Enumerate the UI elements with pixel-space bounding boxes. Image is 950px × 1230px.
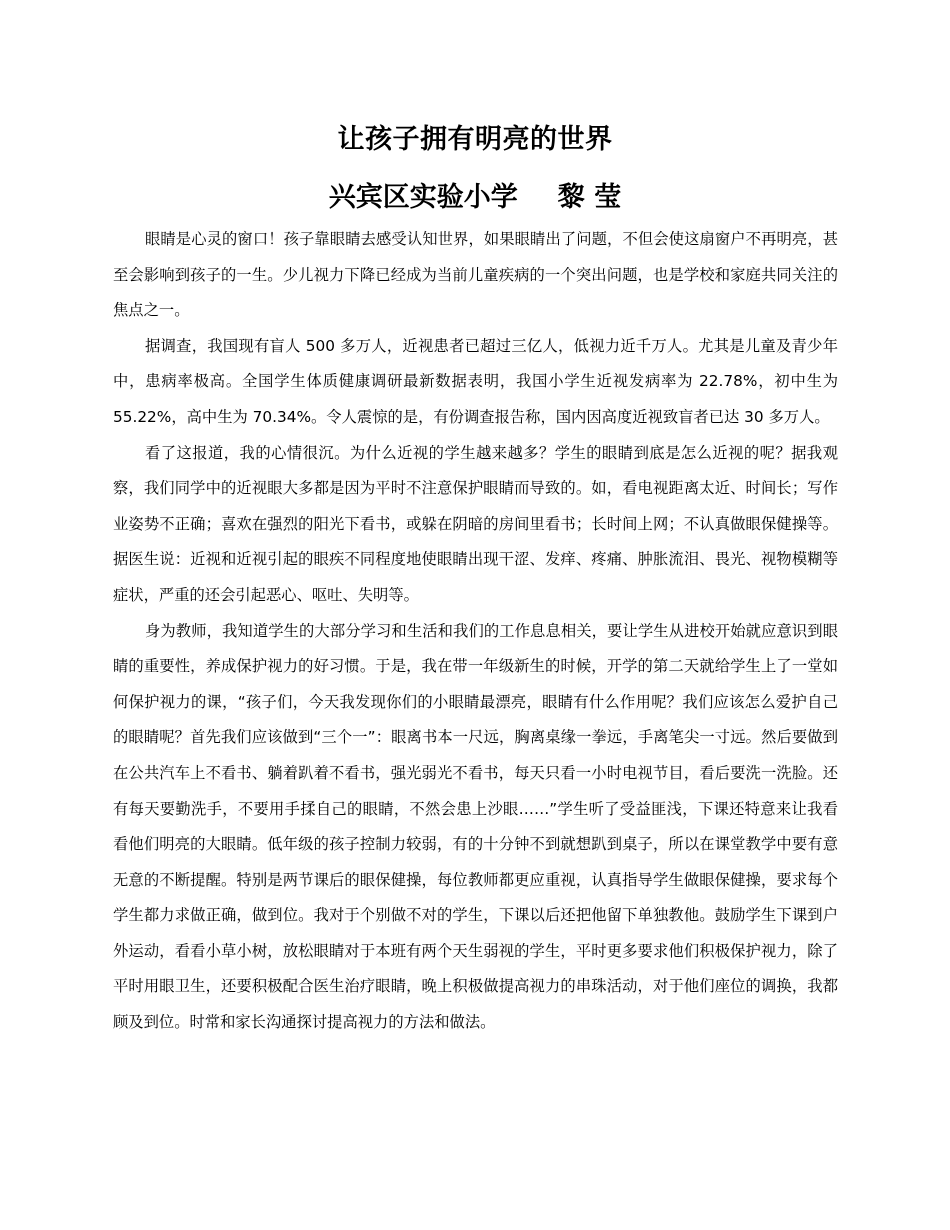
byline [0,176,950,220]
paragraph: 眼睛是心灵的窗口！孩子靠眼睛去感受认知世界，如果眼睛出了问题，不但会使这扇窗户不再明亮，甚至会影响到孩子的一生。少儿视力下降已经成为当前儿童疾病的一个突出问题，也是学校和家庭共同关注的焦点之一。 [113,230,838,320]
document-title: 让孩子拥有明亮的世界 [337,124,613,155]
school-name: 兴宾区实验小学 [328,182,518,213]
paragraph: 身为教师，我知道学生的大部分学习和生活和我们的工作息息相关，要让学生从进校开始就应意识到眼睛的重要性，养成保护视力的好习惯。于是，我在带一年级新生的时候，开学的第二天就给学生上了一堂如何保护视力的课，“孩子们，今天我发现你们的小眼睛最漂亮，眼睛有什么作用呢？我们应该怎么爱护自己的眼睛呢？首先我们应该做到“三个一”：眼离书本一尺远，胸离桌缘一拳远，手离笔尖一寸远。然后要做到在公共汽车上不看书、躺着趴着不看书，强光弱光不看书，每天只看一小时电视节目，看后要洗一洗脸。还有每天要勤洗手，不要用手揉自己的眼睛，不然会患上沙眼……”学生听了受益匪浅，下课还特意来让我看看他们明亮的大眼睛。低年级的孩子控制力较弱，有的十分钟不到就想趴到桌子，所以在课堂教学中要有意无意的不断提醒。特别是两节课后的眼保健操，每位教师都更应重视，认真指导学生做眼保健操，要求每个学生都力求做正确，做到位。我对于个别做不对的学生，下课以后还把他留下单独教他。鼓励学生下课到户外运动，看看小草小树，放松眼睛对于本班有两个天生弱视的学生，平时更多要求他们积极保护视力，除了平时用眼卫生，还要积极配合医生治疗眼睛，晚上积极做提高视力的串珠活动，对于他们座位的调换，我都顾及到位。时常和家长沟通探讨提高视力的方法和做法。 [113,621,838,1032]
paragraph: 据调查，我国现有盲人 500 多万人，近视患者已超过三亿人，低视力近千万人。尤其是儿童及青少年中，患病率极高。全国学生体质健康调研最新数据表明，我国小学生近视发病率为 22.78%，初中生为 55.22%，高中生为 70.34%。令人震惊的是，有份调查报告称，国内因高度近视致盲者已达 30 多万人。 [113,336,838,426]
paragraph: 看了这报道，我的心情很沉。为什么近视的学生越来越多？学生的眼睛到底是怎么近视的呢？据我观察，我们同学中的近视眼大多都是因为平时不注意保护眼睛而导致的。如，看电视距离太近、时间长；写作业姿势不正确；喜欢在强烈的阳光下看书，或躲在阴暗的房间里看书；长时间上网；不认真做眼保健操等。据医生说：近视和近视引起的眼疾不同程度地使眼睛出现干涩、发痒、疼痛、肿胀流泪、畏光、视物模糊等症状，严重的还会引起恶心、呕吐、失明等。 [113,443,838,604]
author-name: 黎 莹 [557,182,622,213]
article-body [113,222,838,1041]
